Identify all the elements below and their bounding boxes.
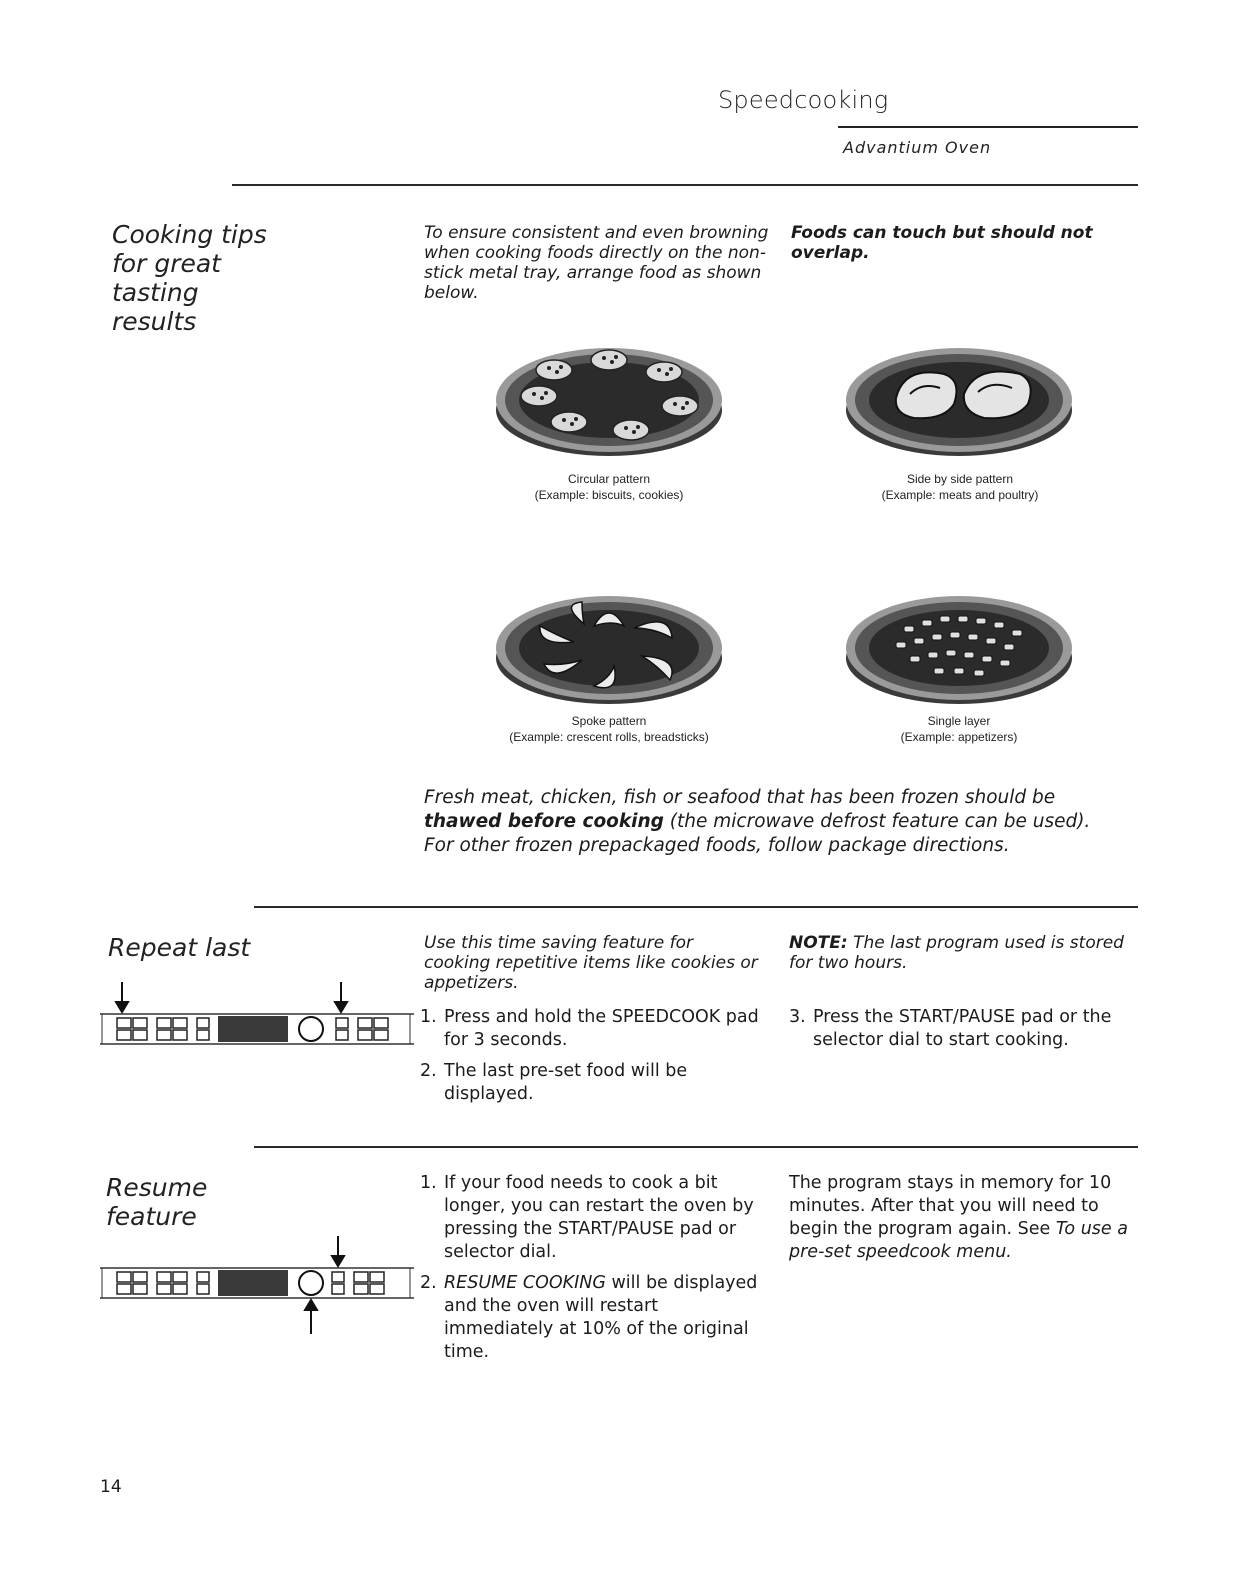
cross-reference: To use a pre-set speedcook menu. xyxy=(789,1219,1128,1262)
spoke-pattern-tray-image xyxy=(494,586,724,708)
product-name: Advantium Oven xyxy=(843,138,992,157)
page-section-title: Speedcooking xyxy=(718,86,889,114)
step-text: If your food needs to cook a bit longer, you can restart the oven by pressing the START/PAUSE pad or selector dial. xyxy=(444,1173,754,1262)
repeat-last-intro: Use this time saving feature for cooking repetitive items like cookies or appetizers. xyxy=(424,933,758,993)
heading-line: for great xyxy=(112,249,221,278)
caption-name: Single layer xyxy=(927,714,991,728)
section-divider xyxy=(254,906,1138,908)
note-label: NOTE: xyxy=(789,933,848,953)
header-divider xyxy=(838,126,1138,128)
circular-pattern-tray-image xyxy=(494,338,724,460)
resume-feature-heading xyxy=(106,1173,207,1231)
control-panel-diagram xyxy=(100,980,414,1052)
tray-caption xyxy=(830,471,1090,503)
list-item xyxy=(420,1006,770,1052)
side-by-side-tray-image xyxy=(844,338,1074,460)
single-layer-tray-image xyxy=(844,586,1074,708)
resume-memory-note xyxy=(789,1172,1134,1264)
tray-caption xyxy=(844,713,1074,745)
caption-example: (Example: biscuits, cookies) xyxy=(534,488,684,502)
frozen-note-text: (the microwave defrost feature can be used). For other frozen prepackaged foods, follow package directions. xyxy=(424,811,1091,856)
page-number: 14 xyxy=(100,1477,122,1497)
list-item xyxy=(420,1172,770,1264)
caption-example: (Example: meats and poultry) xyxy=(881,488,1039,502)
caption-name: Side by side pattern xyxy=(906,472,1014,486)
step-number: 3. xyxy=(789,1007,806,1027)
caption-example: (Example: appetizers) xyxy=(900,730,1018,744)
list-item xyxy=(420,1272,770,1364)
tray-caption xyxy=(474,713,744,745)
frozen-note-emphasis: thawed before cooking xyxy=(424,811,664,832)
step-number: 2. xyxy=(420,1273,437,1293)
memory-note-text: The program stays in memory for 10 minutes. After that you will need to begin the program again. See xyxy=(789,1173,1112,1239)
note-text: The last program used is stored for two hours. xyxy=(789,933,1124,973)
step-number: 2. xyxy=(420,1061,437,1081)
heading-line: Resume xyxy=(106,1173,208,1202)
control-panel-diagram xyxy=(100,1234,414,1338)
step-text-rest: will be displayed and the oven will restart immediately at 10% of the original time. xyxy=(444,1273,758,1362)
heading-line: tasting xyxy=(112,278,199,307)
list-item xyxy=(789,1006,1134,1052)
step-text: Press the START/PAUSE pad or the selector dial to start cooking. xyxy=(813,1007,1112,1050)
step-text: The last pre-set food will be displayed. xyxy=(444,1061,688,1104)
repeat-last-note xyxy=(789,933,1134,973)
cooking-tips-heading xyxy=(112,220,267,336)
heading-line: results xyxy=(112,307,197,336)
list-item xyxy=(420,1060,770,1106)
section-divider xyxy=(232,184,1138,186)
tray-intro-text: To ensure consistent and even browning when cooking foods directly on the non-stick metal tray, arrange food as shown below. xyxy=(424,223,769,303)
repeat-last-steps xyxy=(420,1006,770,1114)
frozen-note-text: Fresh meat, chicken, fish or seafood that has been frozen should be xyxy=(424,787,1056,808)
repeat-last-step-3 xyxy=(789,1006,1134,1060)
step-number: 1. xyxy=(420,1173,437,1193)
tray-caption xyxy=(494,471,724,503)
caption-name: Spoke pattern xyxy=(571,714,647,728)
section-divider xyxy=(254,1146,1138,1148)
display-message: RESUME COOKING xyxy=(444,1273,606,1293)
step-text xyxy=(444,1272,770,1364)
step-number: 1. xyxy=(420,1007,437,1027)
overlap-note: Foods can touch but should not overlap. xyxy=(791,223,1093,263)
repeat-last-heading: Repeat last xyxy=(108,933,251,962)
resume-steps xyxy=(420,1172,770,1372)
caption-name: Circular pattern xyxy=(567,472,651,486)
heading-line: feature xyxy=(106,1202,197,1231)
frozen-food-note xyxy=(424,786,1114,858)
heading-line: Cooking tips xyxy=(112,220,267,249)
caption-example: (Example: crescent rolls, breadsticks) xyxy=(509,730,709,744)
step-text: Press and hold the SPEEDCOOK pad for 3 seconds. xyxy=(444,1007,759,1050)
